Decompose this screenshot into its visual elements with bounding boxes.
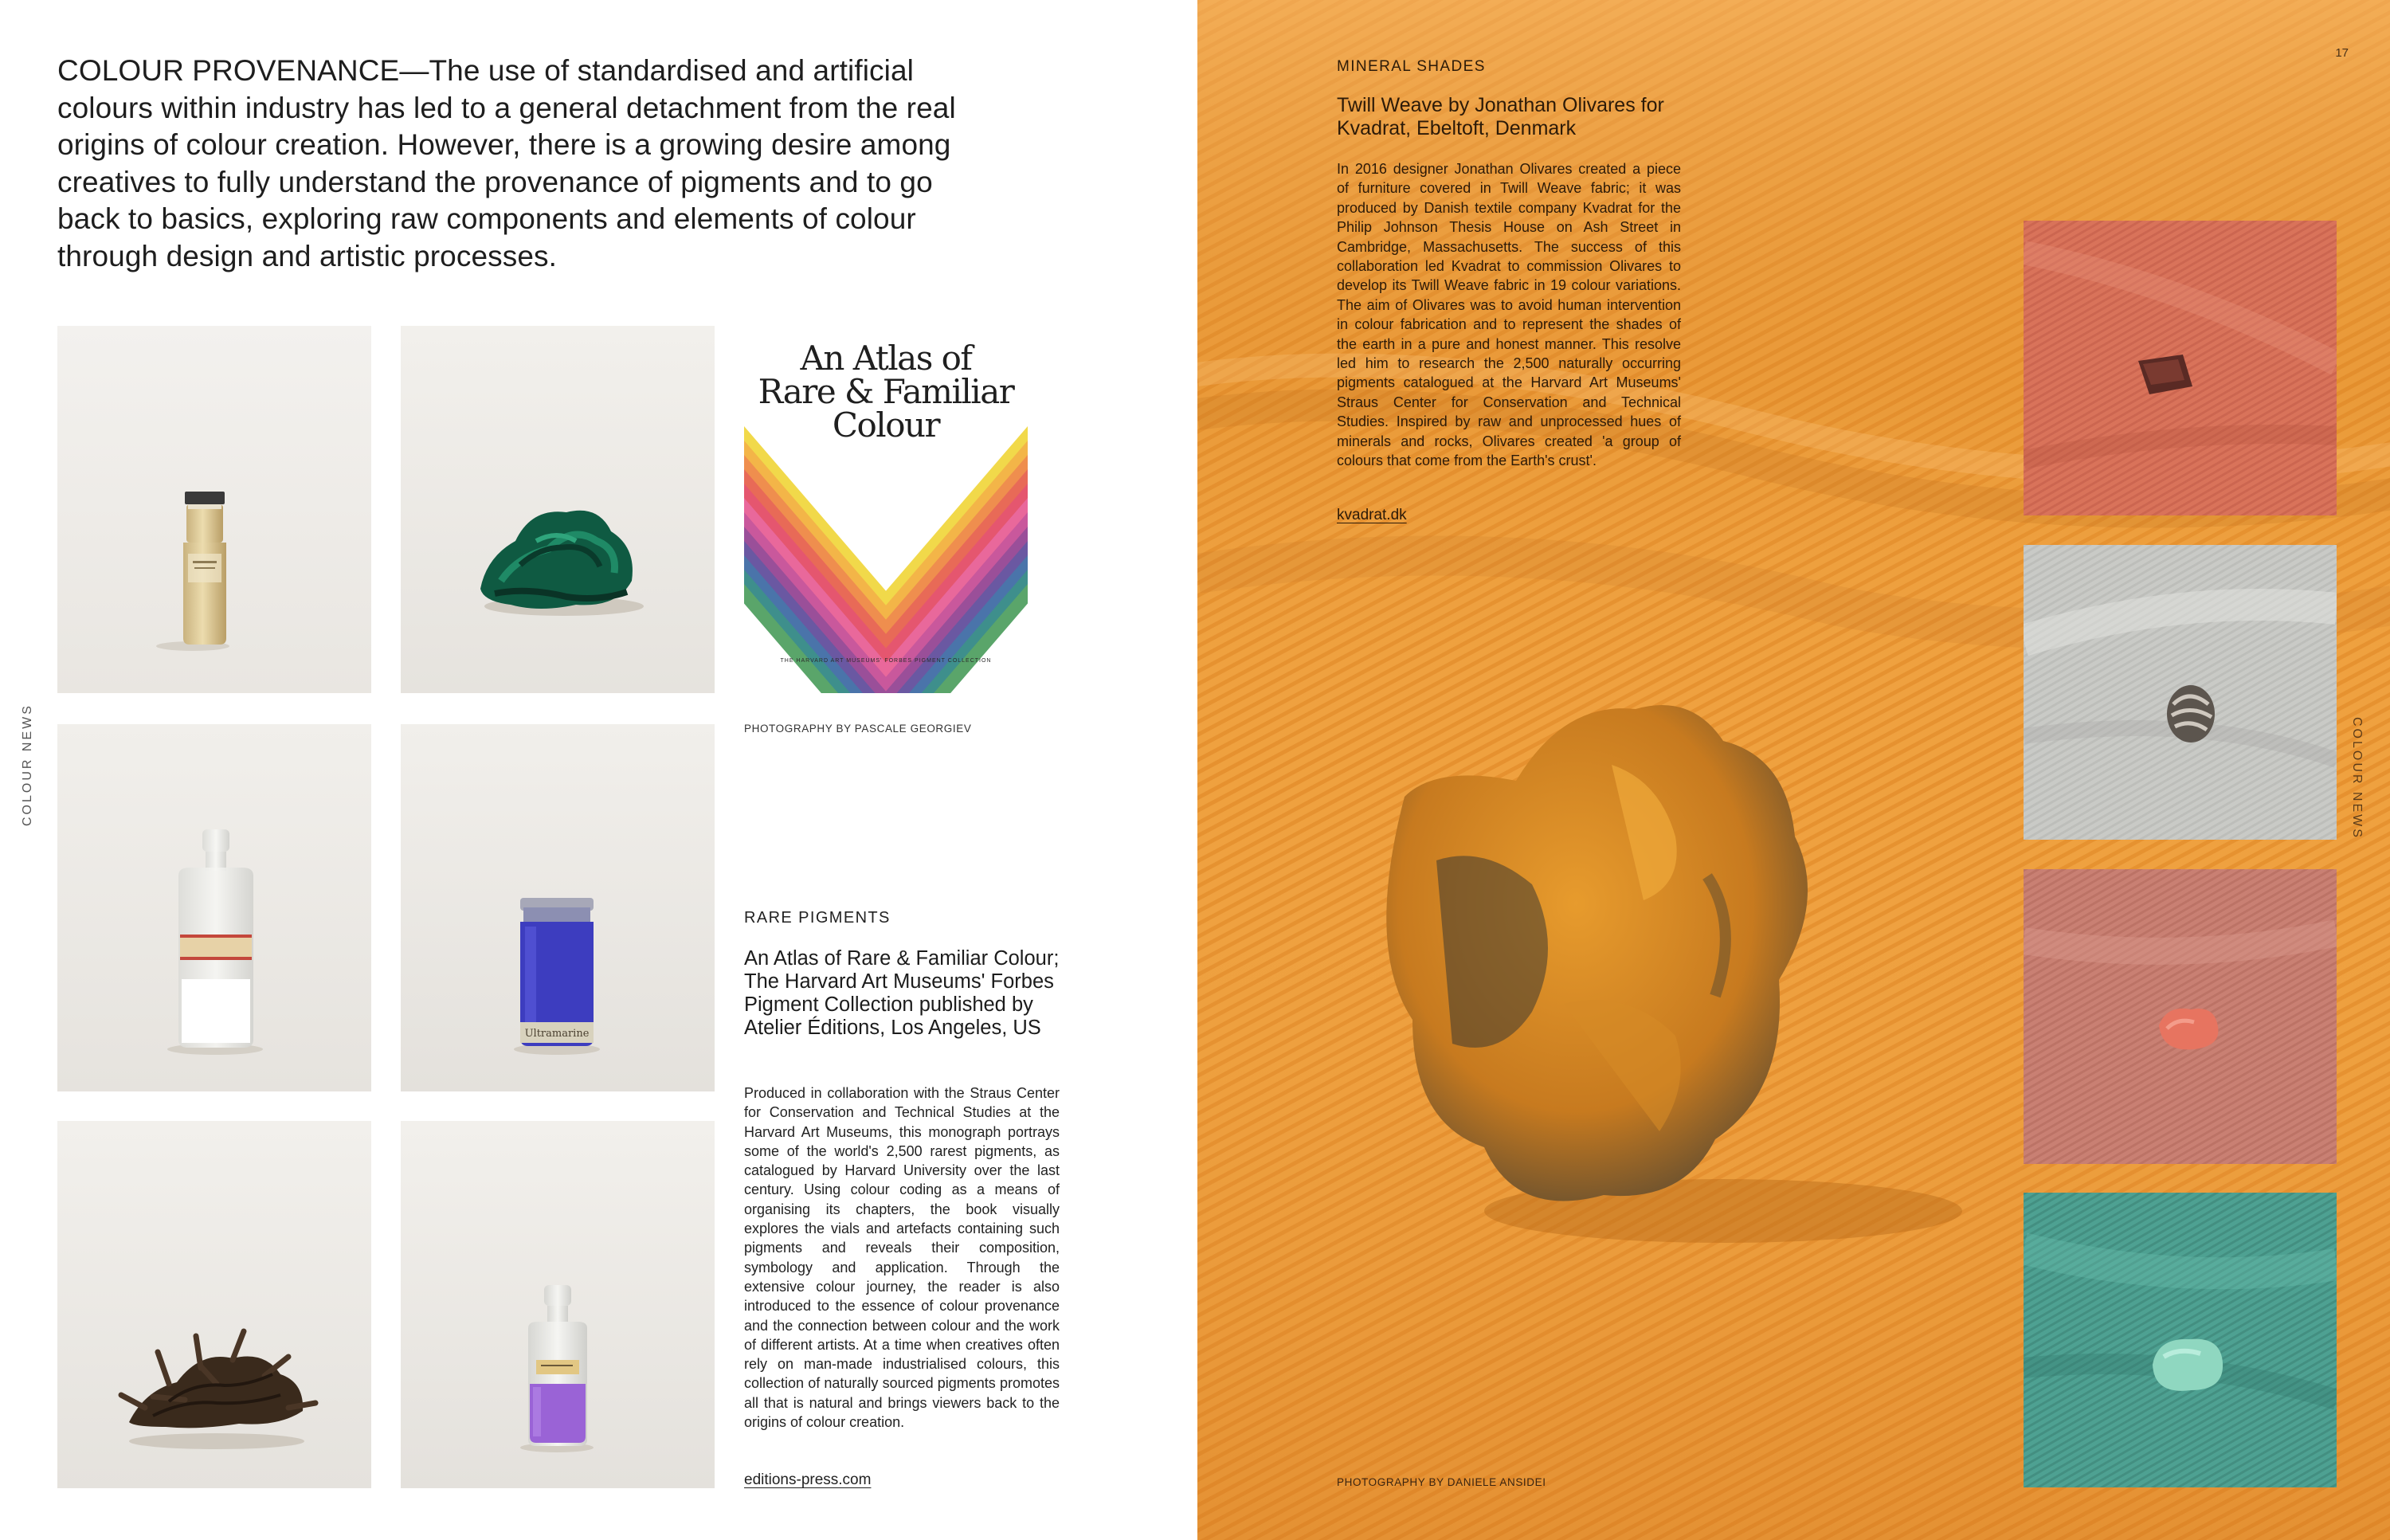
book-cover-title-line2: Rare & Familiar [758,372,1014,411]
swatch-teal-fabric [2024,1193,2337,1487]
right-page [1197,0,2390,1540]
intro-text: The use of standardised and artificial colours within industry has led to a general detachment from the real origins of colour creation. However, there is a growing desire among creatives to fully understand the provenance of pigments and to go back to basics, exploring raw components and elements of colour through design and artistic processes. [57,54,956,272]
swatch-grey-fabric [2024,545,2337,840]
swatch-terracotta-fabric [2024,221,2337,515]
photo-white-pigment-bottle [57,724,371,1091]
right-photo-credit: PHOTOGRAPHY BY DANIELE ANSIDEI [1337,1476,1546,1488]
rare-pigments-title: An Atlas of Rare & Familiar Colour; The Harvard Art Museums' Forbes Pigment Collection published by Atelier Éditions, Los Angeles, US [744,947,1060,1039]
book-cover-subtitle: THE HARVARD ART MUSEUMS' FORBES PIGMENT COLLECTION [780,658,992,664]
photo-violet-pigment-bottle [401,1121,715,1488]
intro-dash: — [399,54,429,87]
page-number: 17 [2335,46,2349,60]
twill-weave-title: Twill Weave by Jonathan Olivares for Kvadrat, Ebeltoft, Denmark [1337,94,1664,139]
photo-dried-root [57,1121,371,1488]
right-side-label: COLOUR NEWS [2350,717,2364,840]
photo-gold-pigment-jar [57,326,371,693]
jar-label-text: Ultramarine [524,1028,590,1040]
book-cover-title-line1: An Atlas of [800,339,972,378]
left-photo-credit: PHOTOGRAPHY BY PASCALE GEORGIEV [744,723,972,735]
left-side-label: COLOUR NEWS [21,703,34,826]
swatch-rose-fabric [2024,869,2337,1164]
book-cover-chevron-art [744,417,1028,693]
book-cover-title-line3: Colour [832,406,940,445]
rare-pigments-body: Produced in collaboration with the Straus Center for Conservation and Technical Studies at the Harvard Art Museums, this monograph portrays some of the world's 2,500 rarest pigments, as catalogued by Harvard University over the last century. Using colour coding as a means of organising its chapters, the book visually explores the vials and artefacts containing such pigments and reveals their composition, symbology and application. Through the extensive colour journey, the reader is also introduced to the essence of colour provenance and the connection between colour and the work of different artists. At a time when creatives often rely on man-made industrialised colours, this collection of naturally sourced pigments promotes all that is natural and brings viewers back to the origins of colour creation. [744,1085,1060,1431]
kvadrat-link[interactable]: kvadrat.dk [1337,507,1407,523]
intro-kicker: COLOUR PROVENANCE [57,54,400,87]
rare-pigments-section-head: RARE PIGMENTS [744,909,891,927]
intro-paragraph [57,53,966,275]
photo-malachite-stone [401,326,715,693]
editions-press-link[interactable]: editions-press.com [744,1471,872,1488]
twill-weave-body: In 2016 designer Jonathan Olivares created a piece of furniture covered in Twill Weave fabric; it was produced by Danish textile company Kvadrat for the Philip Johnson Thesis House on Ash Street in Cambridge, Massachusetts. The success of this collaboration led Kvadrat to commission Olivares to develop its Twill Weave fabric in 19 colour variations. The aim of Olivares was to avoid human intervention in colour fabrication and to represent the shades of the earth in a pure and honest manner. This resolve led him to research the 2,500 naturally occurring pigments catalogued at the Harvard Art Museums' Straus Center for Conservation and Technical Studies. Inspired by raw and unprocessed hues of minerals and rocks, Olivares created 'a group of colours that come from the Earth's crust'. [1337,161,1681,469]
book-cover [744,326,1028,693]
mineral-shades-section-head: MINERAL SHADES [1337,58,1486,75]
photo-ultramarine-jar [401,724,715,1091]
